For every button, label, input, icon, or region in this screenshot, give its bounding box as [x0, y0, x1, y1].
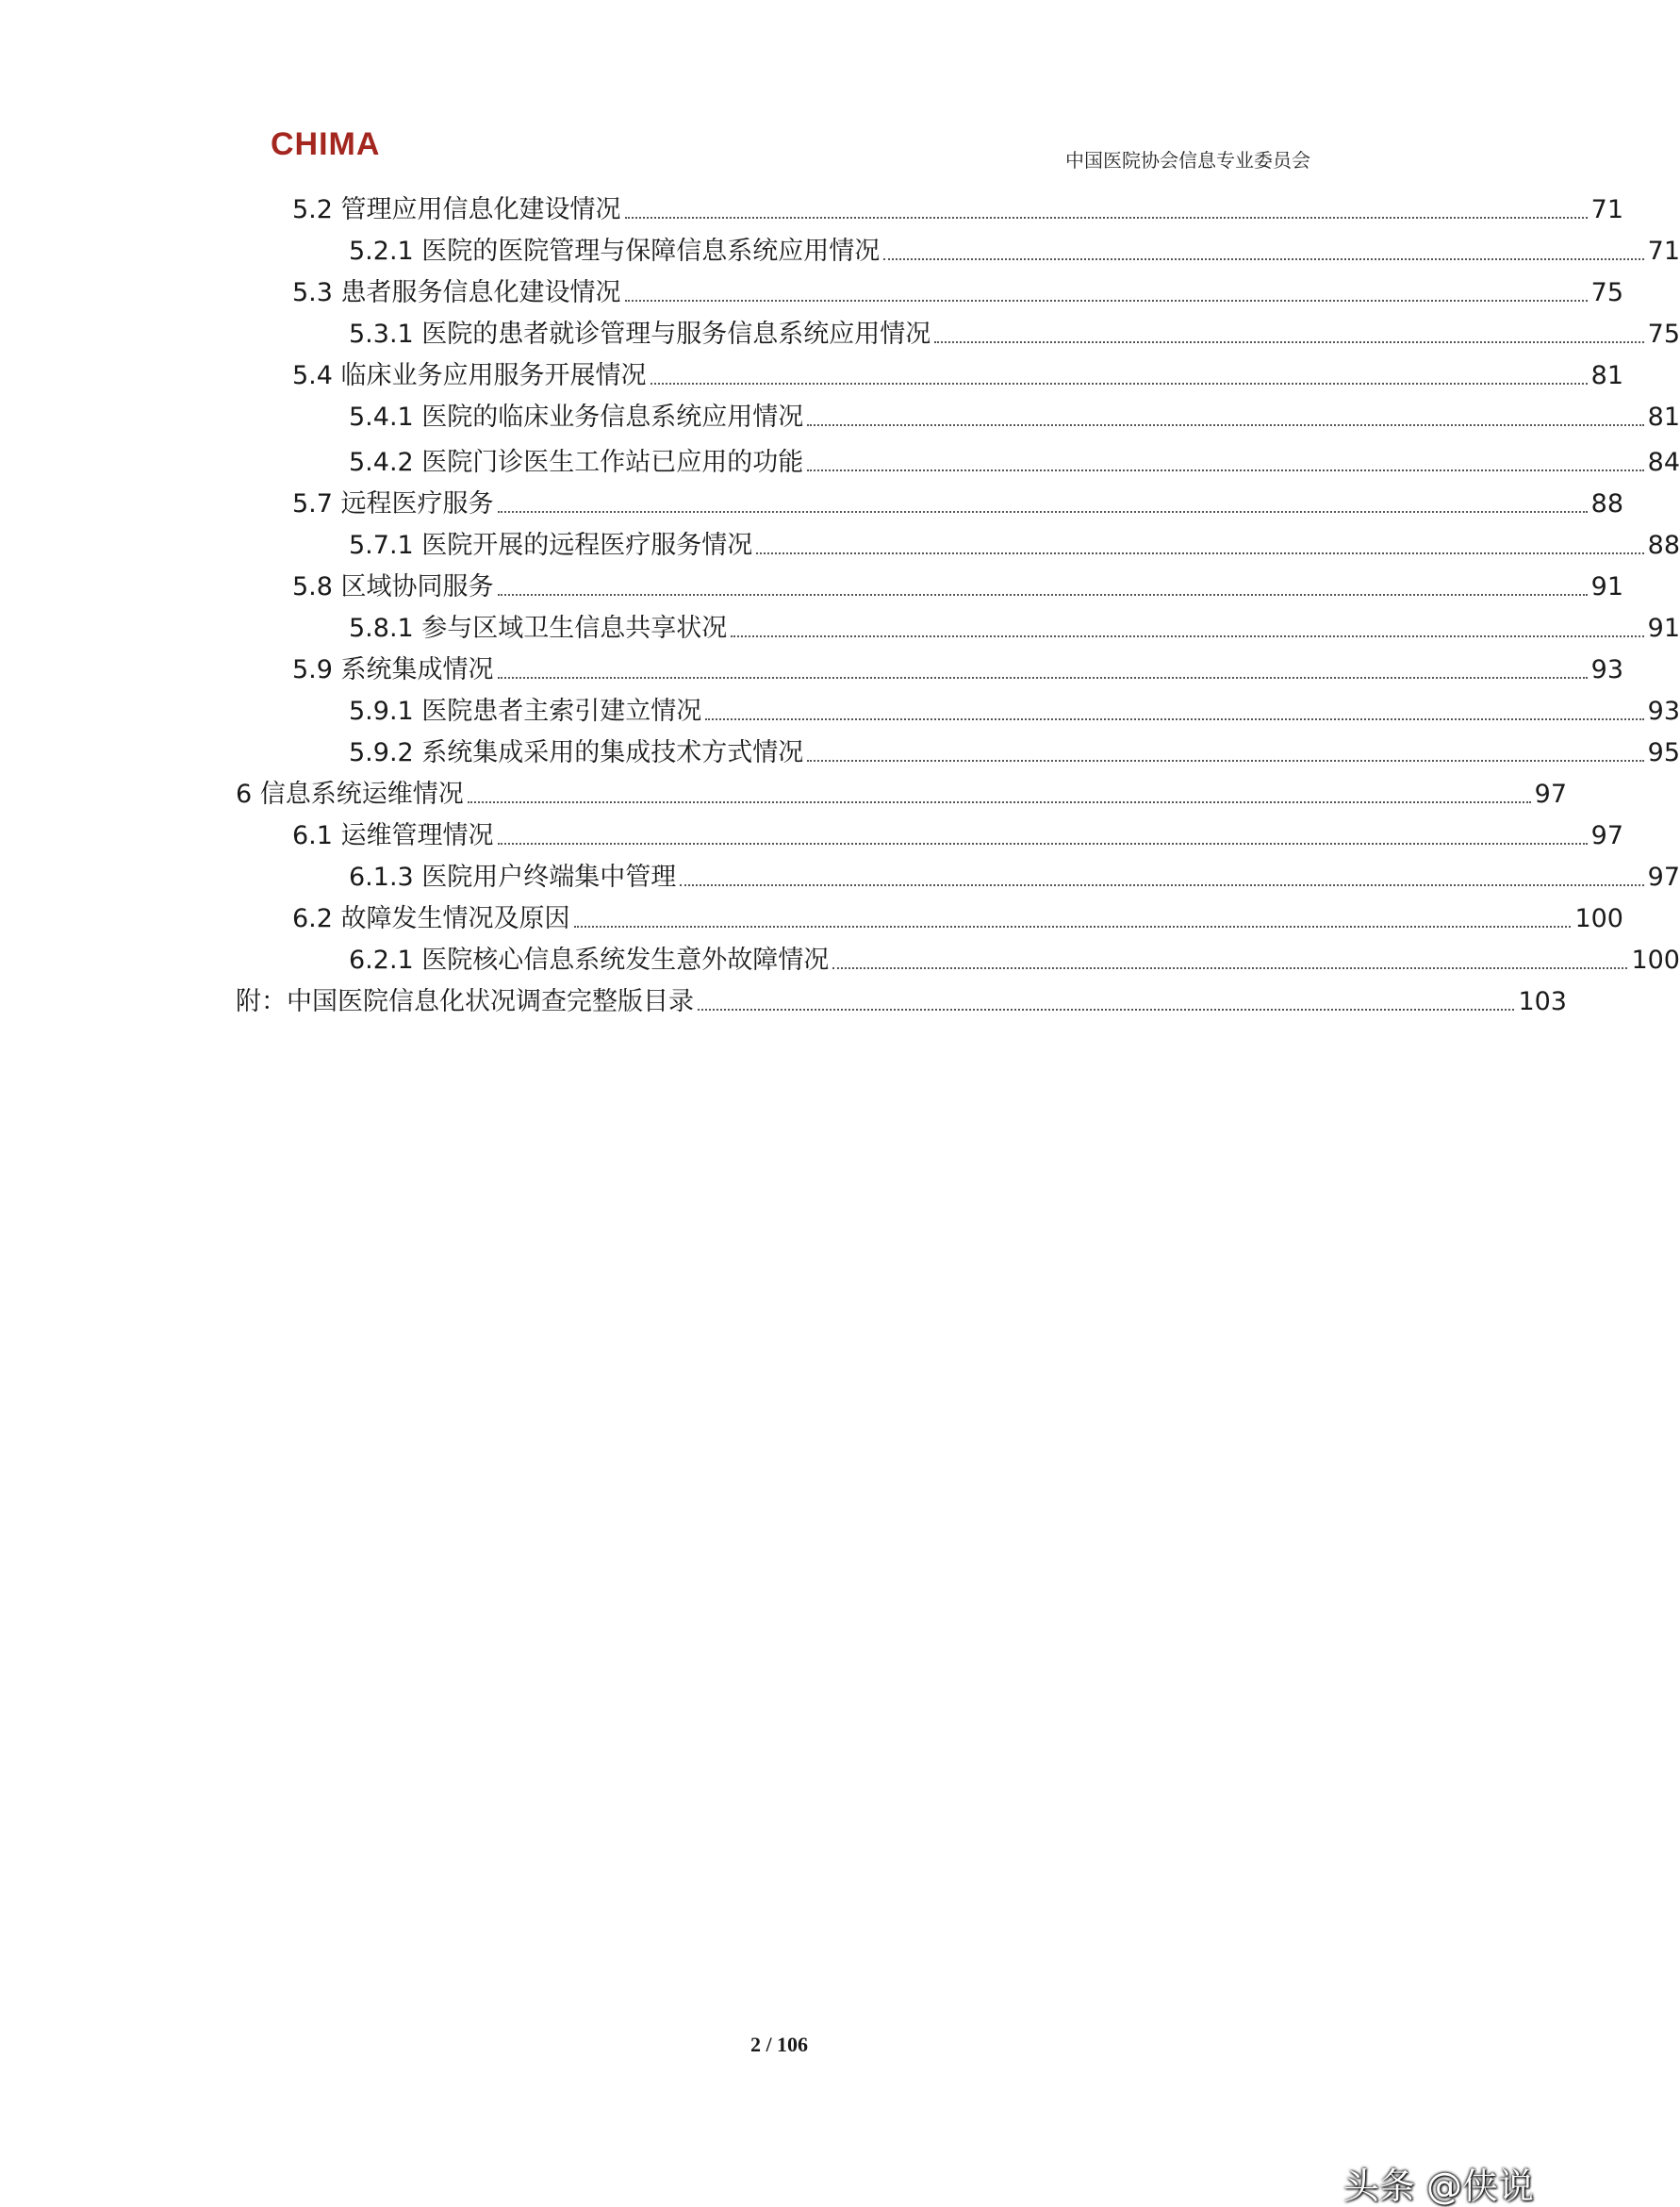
toc-entry-number: 5.7	[292, 488, 333, 519]
toc-entry-number: 6.2	[292, 903, 333, 933]
toc-dot-leader	[807, 468, 1643, 471]
toc-entry[interactable]	[0, 396, 1680, 437]
toc-gap	[414, 740, 422, 766]
toc-entry-title: 管理应用信息化建设情况	[340, 194, 621, 224]
toc-entry-page: 88	[1590, 488, 1623, 519]
toc-entry-page: 93	[1647, 696, 1680, 726]
toc-entry-title: 医院用户终端集中管理	[421, 862, 677, 892]
toc-entry-page: 97	[1534, 779, 1567, 809]
toc-entry-number: 5.9.2	[349, 737, 414, 767]
toc-dot-leader	[698, 1007, 1514, 1011]
toc-dot-leader	[934, 339, 1643, 343]
toc-entry-number: 5.7.1	[349, 530, 414, 560]
toc-entry-number: 5.4.1	[349, 402, 414, 432]
toc-entry-title: 系统集成采用的集成技术方式情况	[421, 737, 804, 767]
toc-gap	[333, 363, 341, 388]
toc-gap	[414, 404, 422, 430]
toc-entry-title: 系统集成情况	[340, 654, 494, 684]
toc-entry[interactable]	[0, 732, 1680, 773]
toc-entry-title: 医院的临床业务信息系统应用情况	[421, 402, 804, 432]
toc-gap	[333, 491, 341, 517]
toc-entry-title: 医院的医院管理与保障信息系统应用情况	[421, 236, 881, 266]
toc-entry-number: 5.9.1	[349, 696, 414, 726]
toc-entry-title: 医院的患者就诊管理与服务信息系统应用情况	[421, 319, 931, 349]
watermark: 头条 @侠说	[1342, 2166, 1534, 2207]
toc-gap	[333, 574, 341, 600]
toc-entry-number: 5.3.1	[349, 319, 414, 349]
toc-dot-leader	[498, 841, 1588, 845]
toc-entry[interactable]	[0, 313, 1680, 354]
chima-logo: CHIMA	[271, 126, 381, 162]
toc-entry-title: 患者服务信息化建设情况	[340, 277, 621, 307]
toc-dot-leader	[651, 381, 1588, 385]
toc-entry-title: 远程医疗服务	[340, 488, 494, 519]
toc-dot-leader	[731, 634, 1643, 637]
toc-dot-leader	[468, 799, 1531, 803]
toc-entry-title: 临床业务应用服务开展情况	[340, 360, 647, 390]
toc-entry[interactable]	[0, 690, 1680, 732]
toc-entry-title: 区域协同服务	[340, 571, 494, 601]
toc-gap	[414, 616, 422, 641]
toc-entry-page: 97	[1647, 862, 1680, 892]
toc-entry-number: 5.3	[292, 277, 333, 307]
toc-entry[interactable]	[0, 898, 1623, 939]
toc-gap	[414, 533, 422, 558]
toc-gap	[414, 699, 422, 724]
toc-entry-number: 6.1	[292, 820, 333, 850]
toc-entry-title: 医院核心信息系统发生意外故障情况	[421, 945, 830, 975]
toc-entry-page: 88	[1647, 530, 1680, 560]
toc-entry-page: 103	[1518, 986, 1567, 1016]
toc-entry-page: 97	[1590, 820, 1623, 850]
toc-entry[interactable]	[0, 354, 1623, 396]
toc-dot-leader	[807, 422, 1643, 426]
toc-entry-title: 医院开展的远程医疗服务情况	[421, 530, 753, 560]
toc-entry-page: 75	[1647, 319, 1680, 349]
toc-entry-number: 5.8.1	[349, 613, 414, 643]
toc-entry-title: 故障发生情况及原因	[340, 903, 570, 933]
toc-entry[interactable]	[0, 441, 1680, 483]
toc-entry-page: 81	[1647, 402, 1680, 432]
toc-dot-leader	[625, 298, 1588, 302]
toc-dot-leader	[832, 965, 1627, 969]
toc-entry-page: 75	[1590, 277, 1623, 307]
toc-entry-number: 附：	[236, 986, 287, 1016]
toc-entry-number: 6	[236, 779, 253, 809]
toc-entry-page: 84	[1647, 447, 1680, 477]
toc-entry-title: 信息系统运维情况	[259, 779, 464, 809]
toc-entry[interactable]	[0, 815, 1623, 856]
toc-entry[interactable]	[0, 607, 1680, 649]
toc-entry[interactable]	[0, 980, 1567, 1022]
toc-gap	[414, 865, 422, 890]
toc-entry-number: 5.4.2	[349, 447, 414, 477]
toc-entry-title: 运维管理情况	[340, 820, 494, 850]
toc-entry-title: 医院门诊医生工作站已应用的功能	[421, 447, 804, 477]
toc-gap	[414, 947, 422, 973]
page-number: 2 / 106	[749, 2033, 809, 2056]
toc-entry-number: 5.4	[292, 360, 333, 390]
toc-entry[interactable]	[0, 773, 1567, 815]
toc-gap	[333, 906, 341, 931]
toc-gap	[333, 823, 341, 848]
toc-entry[interactable]	[0, 524, 1680, 566]
toc-entry-title: 参与区域卫生信息共享状况	[421, 613, 728, 643]
toc-gap	[252, 782, 260, 807]
toc-gap	[414, 239, 422, 264]
toc-dot-leader	[498, 509, 1588, 513]
toc-gap	[414, 450, 422, 475]
toc-entry-number: 5.8	[292, 571, 333, 601]
toc-gap	[333, 657, 341, 683]
toc-entry[interactable]	[0, 230, 1680, 272]
toc-dot-leader	[756, 551, 1643, 554]
toc-dot-leader	[705, 716, 1643, 720]
toc-entry-page: 93	[1590, 654, 1623, 684]
toc-dot-leader	[625, 215, 1588, 219]
toc-entry-page: 100	[1631, 945, 1680, 975]
toc-entry[interactable]	[0, 483, 1623, 524]
toc-dot-leader	[498, 675, 1588, 679]
toc-entry-page: 71	[1647, 236, 1680, 266]
toc-entry-page: 71	[1590, 194, 1623, 224]
organization-name: 中国医院协会信息专业委员会	[1065, 149, 1310, 172]
toc-entry[interactable]	[0, 272, 1623, 313]
toc-entry-page: 81	[1590, 360, 1623, 390]
toc-dot-leader	[807, 758, 1643, 762]
toc-dot-leader	[574, 924, 1572, 928]
toc-entry[interactable]	[0, 189, 1623, 230]
toc-entry-number: 5.2.1	[349, 236, 414, 266]
toc-entry[interactable]	[0, 939, 1680, 980]
toc-dot-leader	[883, 256, 1643, 260]
toc-entry-page: 91	[1590, 571, 1623, 601]
toc-entry-page: 95	[1647, 737, 1680, 767]
toc-entry-number: 6.1.3	[349, 862, 414, 892]
toc-entry-title: 医院患者主索引建立情况	[421, 696, 702, 726]
toc-entry-page: 91	[1647, 613, 1680, 643]
toc-gap	[333, 280, 341, 305]
toc-gap	[333, 197, 341, 222]
toc-entry[interactable]	[0, 649, 1623, 690]
toc-entry-number: 5.9	[292, 654, 333, 684]
toc-gap	[414, 321, 422, 347]
toc-entry-title: 中国医院信息化状况调查完整版目录	[287, 986, 694, 1016]
toc-entry-number: 6.2.1	[349, 945, 414, 975]
toc-entry-page: 100	[1574, 903, 1623, 933]
toc-entry-number: 5.2	[292, 194, 333, 224]
toc-entry[interactable]	[0, 856, 1680, 898]
toc-dot-leader	[680, 882, 1643, 886]
toc-entry[interactable]	[0, 566, 1623, 607]
toc-dot-leader	[498, 592, 1588, 596]
